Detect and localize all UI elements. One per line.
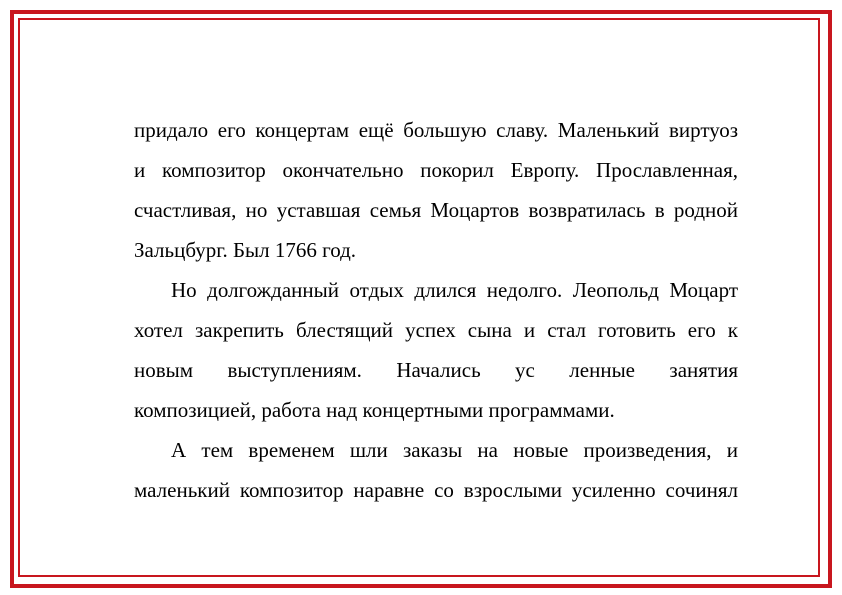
text-line: придало его концертам ещё большую славу. Маленький виртуоз (134, 118, 738, 142)
text-line: Зальцбург. Был 1766 год. (134, 238, 357, 262)
text-line: хотел закрепить блестящий успех сына и стал готовить его к (134, 318, 738, 342)
text-line: маленький композитор наравне со взрослыми усиленно сочинял (134, 478, 738, 502)
text-line: и композитор окончательно покорил Европу. Прославленная, (134, 158, 738, 182)
text-line: счастливая, но уставшая семья Моцартов возвратилась в родной (134, 198, 738, 222)
text-line: новым выступлениям. Начались ус ленные занятия (134, 358, 738, 382)
text-line: А тем временем шли заказы на новые произведения, и (171, 438, 738, 462)
text-line: Но долгожданный отдых длился недолго. Леопольд Моцарт (171, 278, 738, 302)
text-line: композицией, работа над концертными программами. (134, 398, 615, 422)
body-text (134, 110, 738, 510)
